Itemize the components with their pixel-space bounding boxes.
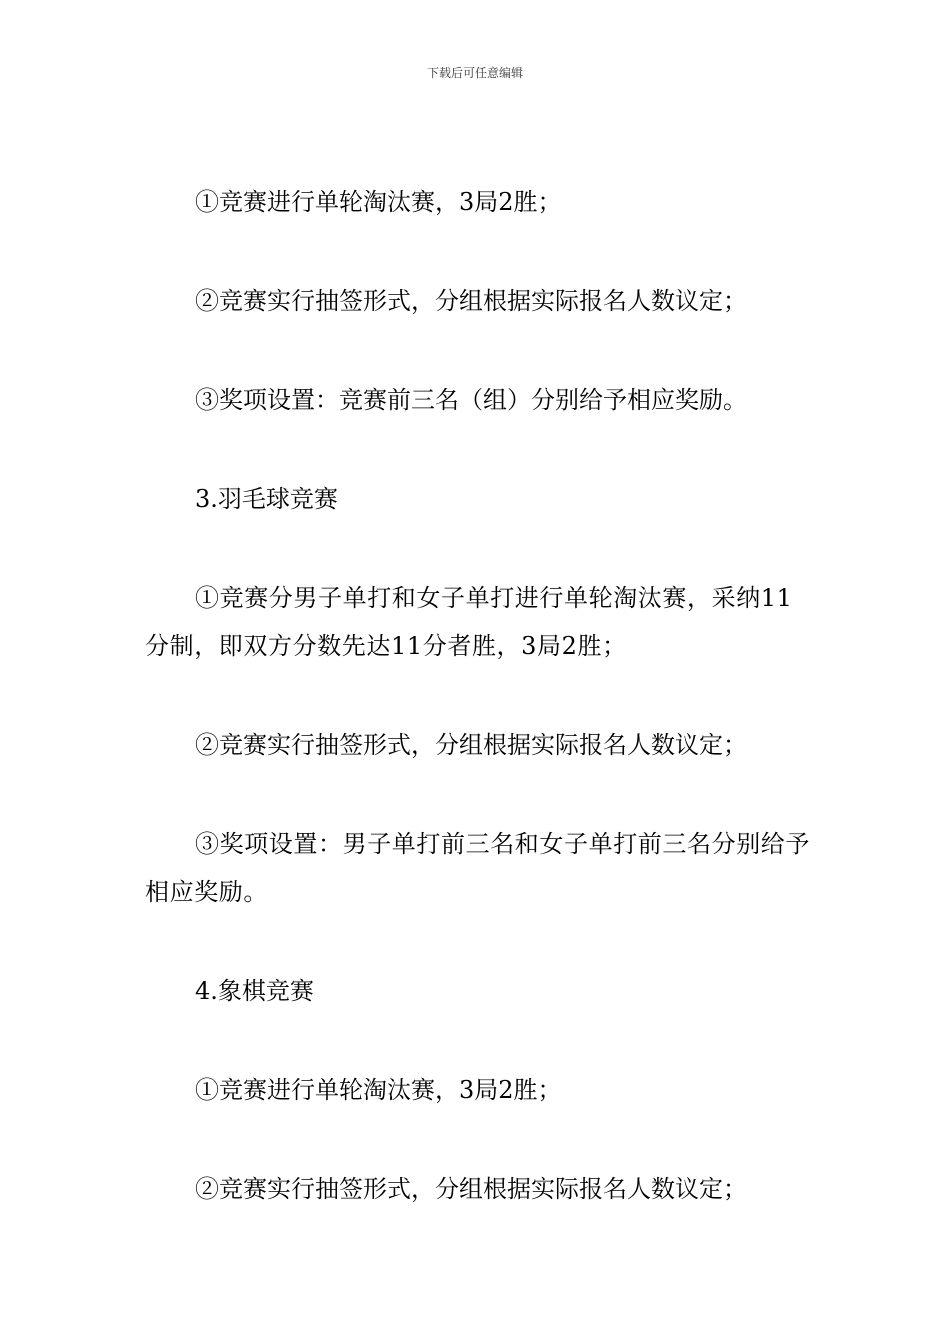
paragraph-award-rule-2: ③奖项设置：男子单打前三名和女子单打前三名分别给予相应奖励。 bbox=[145, 830, 810, 906]
paragraph-draw-rule-2: ②竞赛实行抽签形式，分组根据实际报名人数议定； bbox=[195, 731, 747, 759]
page-header: 下载后可任意编辑 bbox=[426, 66, 523, 80]
paragraph-draw-rule-1: ②竞赛实行抽签形式，分组根据实际报名人数议定； bbox=[195, 287, 747, 315]
paragraph-badminton-format: ①竞赛分男子单打和女子单打进行单轮淘汰赛，采纳11分制，即双方分数先达11分者胜，3局2胜； bbox=[145, 584, 793, 660]
paragraph-draw-rule-3: ②竞赛实行抽签形式，分组根据实际报名人数议定； bbox=[195, 1175, 747, 1203]
paragraph-badminton-rule-1a: ①竞赛进行单轮淘汰赛，3局2胜； bbox=[195, 188, 562, 216]
paragraph-award-rule-1: ③奖项设置：竞赛前三名（组）分别给予相应奖励。 bbox=[195, 386, 747, 414]
section-heading-badminton: 3.羽毛球竞赛 bbox=[195, 485, 338, 513]
section-heading-chess: 4.象棋竞赛 bbox=[195, 977, 314, 1005]
document-body bbox=[145, 178, 810, 1264]
paragraph-chess-format: ①竞赛进行单轮淘汰赛，3局2胜； bbox=[195, 1076, 562, 1104]
